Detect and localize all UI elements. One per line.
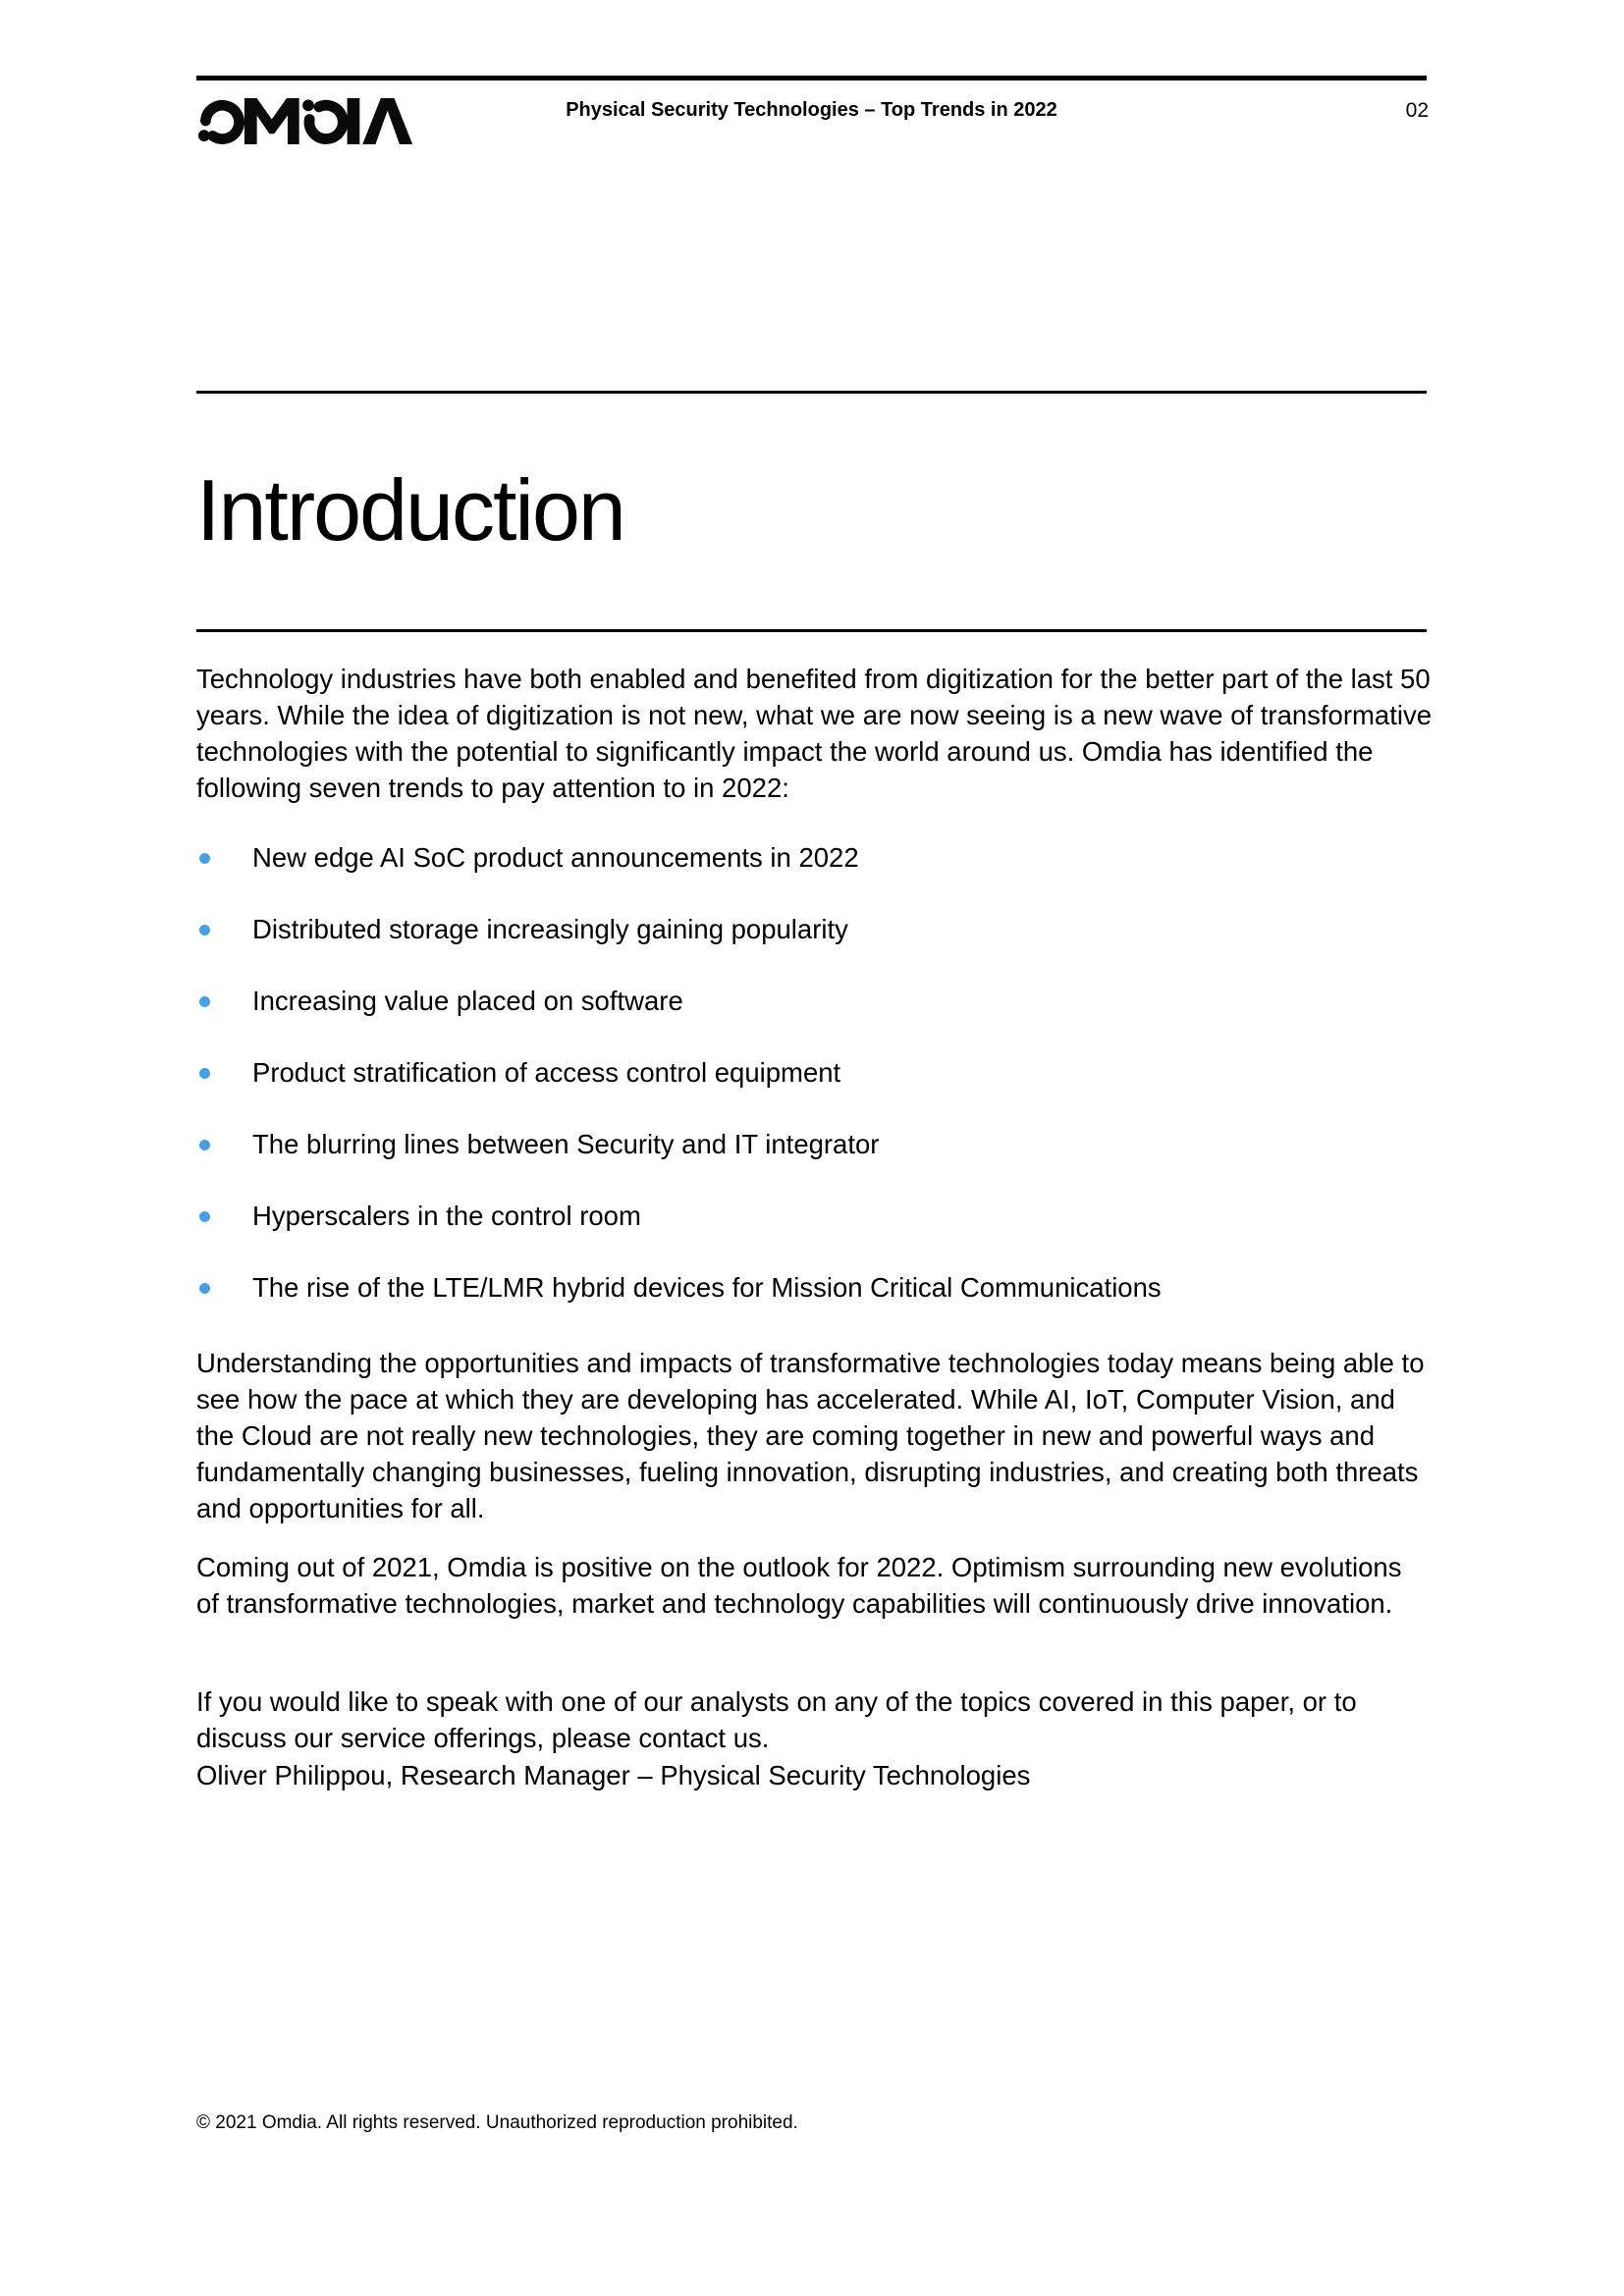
bullet-icon <box>199 1068 210 1079</box>
body-paragraph: If you would like to speak with one of our analysts on any of the topics covered in this paper, or to discuss our service offerings, please contact us. <box>196 1686 1357 1753</box>
bullet-icon <box>199 1211 210 1222</box>
bullet-icon <box>199 1283 210 1294</box>
running-header: Physical Security Technologies – Top Trends in 2022 <box>566 99 1057 121</box>
trend-item <box>196 1198 1432 1234</box>
page-title: Introduction <box>196 461 624 559</box>
trend-item-label: Distributed storage increasingly gaining popularity <box>252 914 848 944</box>
body-paragraph: Coming out of 2021, Omdia is positive on the outlook for 2022. Optimism surrounding new evolutions of transformative technologies, market and technology capabilities will continuously drive innovation. <box>196 1552 1402 1619</box>
trend-item-label: The rise of the LTE/LMR hybrid devices for Mission Critical Communications <box>252 1272 1162 1303</box>
intro-paragraph: Technology industries have both enabled and benefited from digitization for the better part of the last 50 years. While the idea of digitization is not new, what we are now seeing is a new wave of transformative technologies with the potential to significantly impact the world around us. Omdia has identified the following seven trends to pay attention to in 2022: <box>196 664 1433 803</box>
bullet-icon <box>199 925 210 935</box>
body-paragraph: Understanding the opportunities and impacts of transformative technologies today means being able to see how the pace at which they are developing has accelerated. While AI, IoT, Computer Vision, and the Cloud are not really new technologies, they are coming together in new and powerful ways and fundamentally changing businesses, fueling innovation, disrupting industries, and creating both threats and opportunities for all. <box>196 1348 1425 1523</box>
bullet-icon <box>199 996 210 1007</box>
bullet-icon <box>199 1140 210 1150</box>
trend-item <box>196 1126 1432 1162</box>
trend-item-label: New edge AI SoC product announcements in 2022 <box>252 842 859 873</box>
trend-item <box>196 839 1432 876</box>
title-rule-top <box>196 391 1427 394</box>
header-rule <box>196 76 1427 80</box>
trend-item <box>196 983 1432 1019</box>
bullet-icon <box>199 853 210 864</box>
trend-item-label: Product stratification of access control equipment <box>252 1057 841 1088</box>
trend-item <box>196 1054 1432 1091</box>
page-number: 02 <box>1405 99 1429 122</box>
trend-item <box>196 1269 1432 1306</box>
trend-item-label: Increasing value placed on software <box>252 986 683 1016</box>
trend-item-label: The blurring lines between Security and IT integrator <box>252 1129 880 1159</box>
title-rule-bottom <box>196 629 1427 632</box>
trend-item <box>196 911 1432 947</box>
author-byline: Oliver Philippou, Research Manager – Physical Security Technologies <box>196 1760 1031 1790</box>
trend-item-label: Hyperscalers in the control room <box>252 1201 641 1231</box>
copyright-footer: © 2021 Omdia. All rights reserved. Unauthorized reproduction prohibited. <box>196 2112 798 2133</box>
